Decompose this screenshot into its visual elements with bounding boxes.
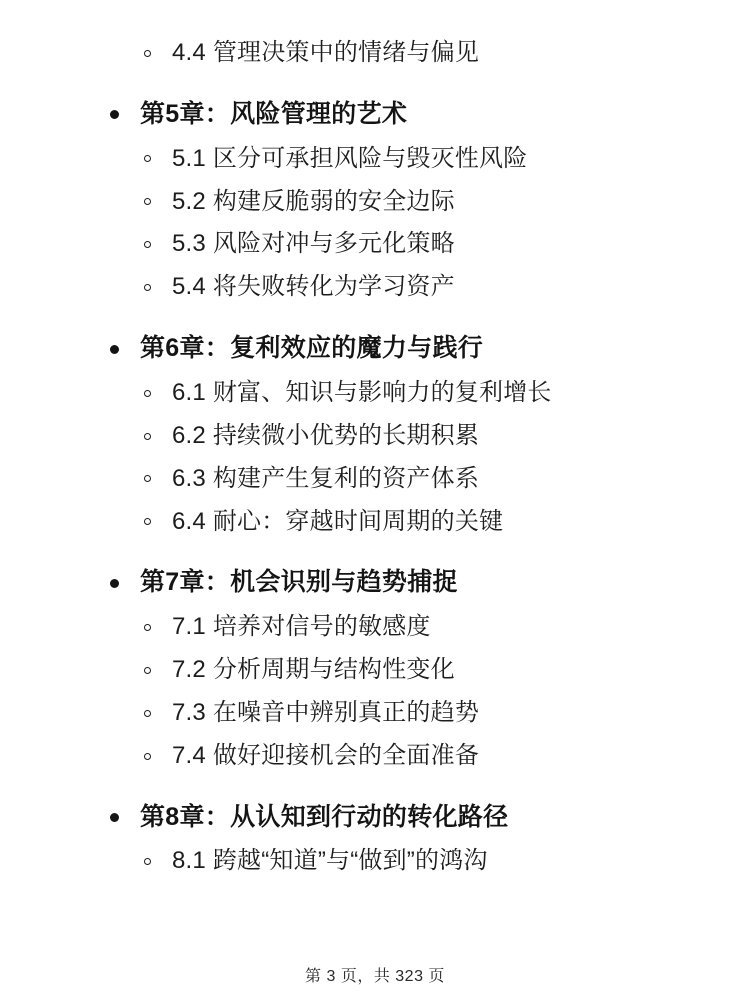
page-footer: 第 3 页，共 323 页 [305,968,445,985]
table-of-contents-list [40,34,710,881]
hollow-bullet-icon [144,50,151,57]
toc-chapter-item[interactable] [40,329,710,368]
hollow-bullet-icon [144,241,151,248]
toc-section-item[interactable] [40,225,710,264]
hollow-bullet-icon [144,518,151,525]
hollow-bullet-icon [144,667,151,674]
hollow-bullet-icon [144,155,151,162]
toc-section-item[interactable] [40,737,710,776]
hollow-bullet-icon [144,753,151,760]
toc-section-item[interactable] [40,460,710,499]
toc-item-label: 第8章：从认知到行动的转化路径 [140,802,509,831]
toc-section-item[interactable] [40,608,710,647]
toc-section-item[interactable] [40,268,710,307]
hollow-bullet-icon [144,475,151,482]
toc-item-label: 4.4 管理决策中的情绪与偏见 [172,39,480,66]
toc-section-item[interactable] [40,183,710,222]
toc-item-label: 8.1 跨越“知道”与“做到”的鸿沟 [172,847,488,875]
toc-item-label: 6.4 耐心：穿越时间周期的关键 [172,507,504,535]
toc-item-label: 5.2 构建反脆弱的安全边际 [172,187,455,215]
toc-section-item[interactable] [40,417,710,456]
filled-bullet-icon [110,579,119,588]
toc-chapter-item[interactable] [40,563,710,602]
filled-bullet-icon [110,813,119,822]
section-spacer [40,311,710,329]
toc-section-item[interactable] [40,34,710,73]
filled-bullet-icon [110,345,119,354]
toc-item-label: 7.3 在噪音中辨别真正的趋势 [172,698,480,726]
toc-item-label: 5.4 将失败转化为学习资产 [172,273,455,301]
toc-item-label: 第6章：复利效应的魔力与践行 [140,334,484,363]
hollow-bullet-icon [144,433,151,440]
toc-section-item[interactable] [40,503,710,542]
hollow-bullet-icon [144,390,151,397]
toc-chapter-item[interactable] [40,95,710,134]
filled-bullet-icon [110,110,119,119]
toc-item-label: 第5章：风险管理的艺术 [140,99,408,128]
toc-section-item[interactable] [40,694,710,733]
hollow-bullet-icon [144,710,151,717]
toc-item-label: 6.1 财富、知识与影响力的复利增长 [172,378,552,406]
section-spacer [40,780,710,798]
toc-chapter-item[interactable] [40,798,710,837]
toc-item-label: 6.2 持续微小优势的长期积累 [172,421,480,449]
toc-item-label: 7.4 做好迎接机会的全面准备 [172,741,480,769]
toc-item-label: 7.2 分析周期与结构性变化 [172,656,455,683]
section-spacer [40,77,710,95]
toc-item-label: 第7章：机会识别与趋势捕捉 [140,568,458,597]
toc-item-label: 5.1 区分可承担风险与毁灭性风险 [172,144,528,172]
hollow-bullet-icon [144,198,151,205]
section-spacer [40,545,710,563]
toc-section-item[interactable] [40,842,710,881]
toc-section-item[interactable] [40,651,710,690]
hollow-bullet-icon [144,858,151,865]
toc-item-label: 6.3 构建产生复利的资产体系 [172,464,480,492]
toc-item-label: 7.1 培养对信号的敏感度 [172,613,431,641]
toc-item-label: 5.3 风险对冲与多元化策略 [172,230,455,258]
toc-section-item[interactable] [40,140,710,179]
hollow-bullet-icon [144,624,151,631]
toc-section-item[interactable] [40,374,710,413]
hollow-bullet-icon [144,284,151,291]
